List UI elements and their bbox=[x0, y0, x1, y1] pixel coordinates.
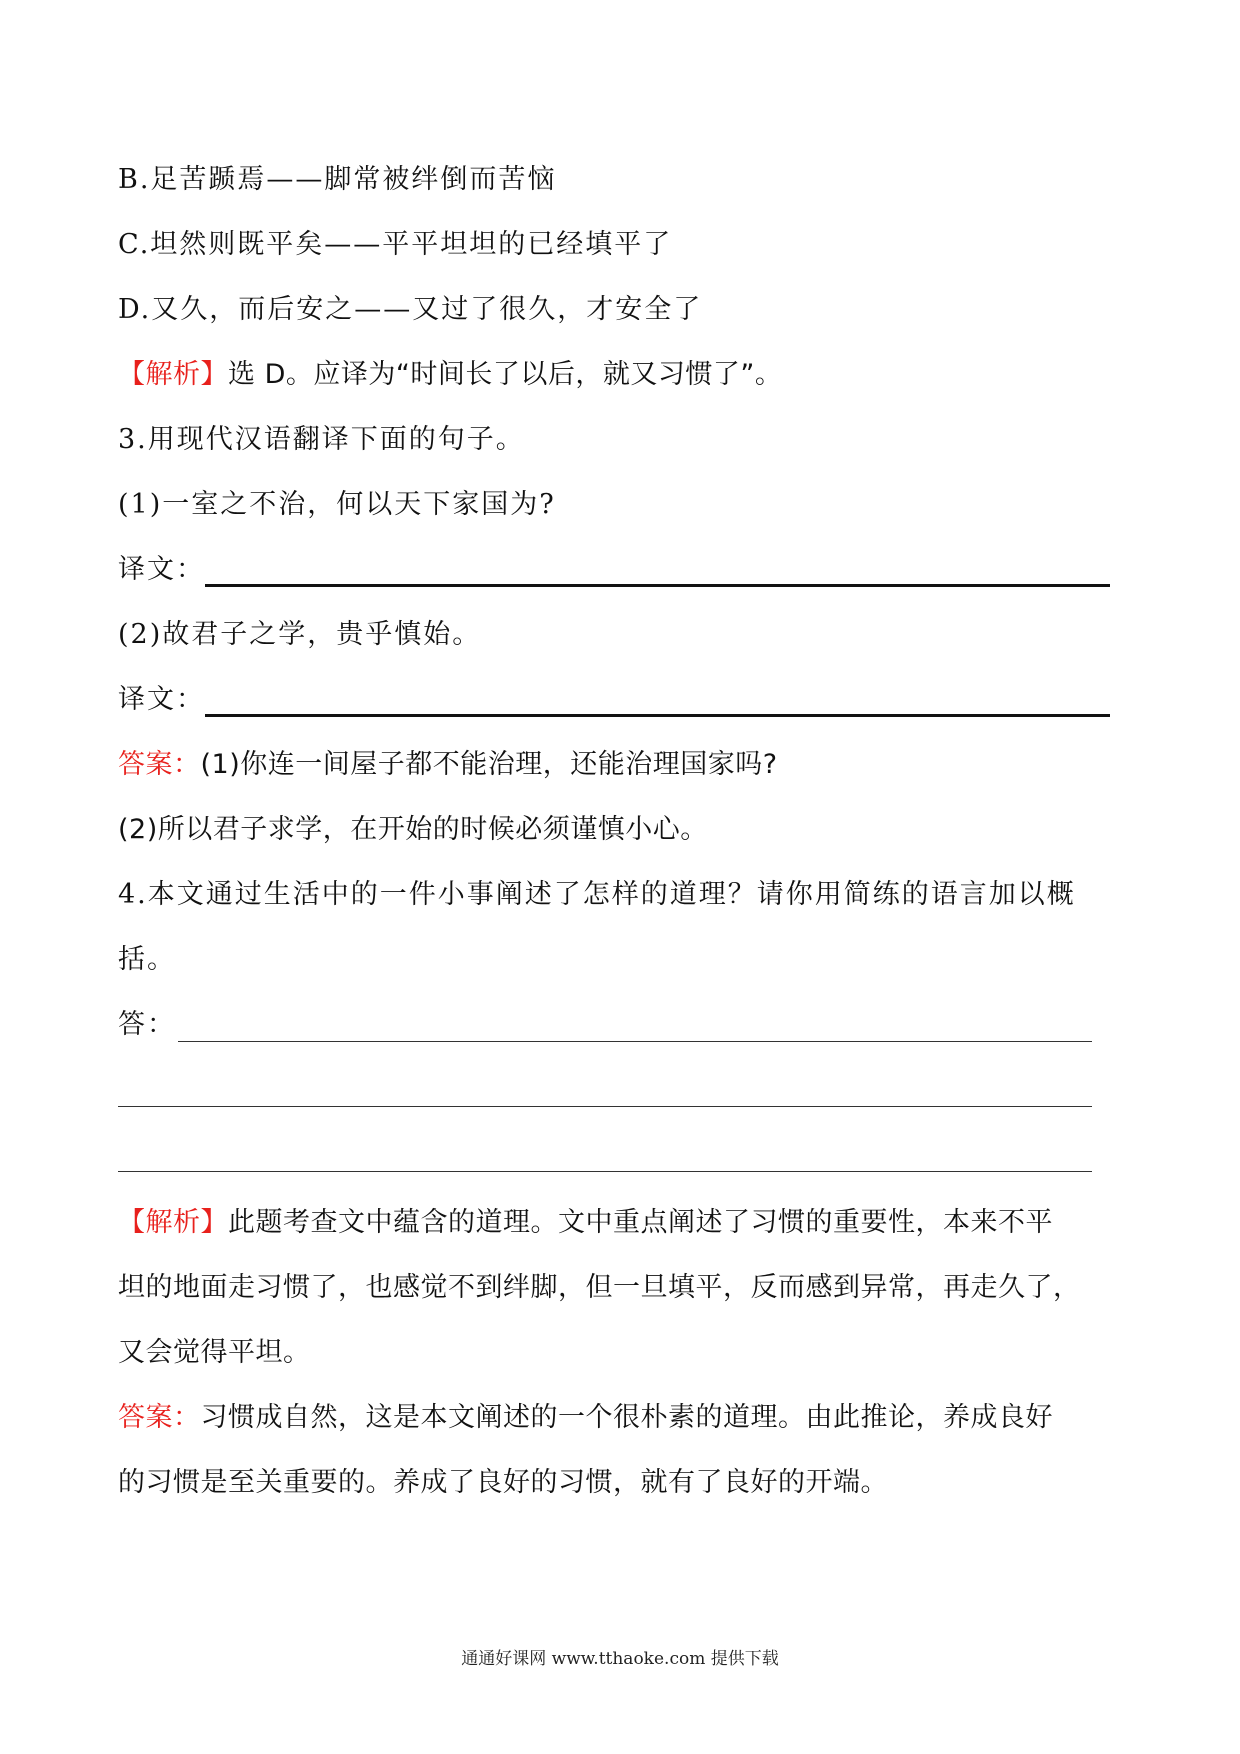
translation-label-1: 译文： bbox=[118, 554, 205, 585]
question-4-line-1: 4.本文通过生活中的一件小事阐述了怎样的道理？请你用简练的语言加以概 bbox=[118, 879, 1076, 910]
translation-label-2: 译文： bbox=[118, 684, 205, 715]
answer-label: 答： bbox=[118, 1009, 176, 1040]
answer-text: 习惯成自然，这是本文阐述的一个很朴素的道理。由此推论，养成良好 bbox=[200, 1402, 1053, 1433]
answer-text: (1)你连一间屋子都不能治理，还能治理国家吗? bbox=[200, 749, 778, 780]
question-3-sentence-2: (2)故君子之学，贵乎慎始。 bbox=[118, 619, 482, 650]
analysis-1 bbox=[118, 361, 782, 388]
analysis-tag: 【解析】 bbox=[118, 1207, 228, 1238]
translation-blank-1[interactable] bbox=[205, 584, 1110, 587]
analysis-4-line-1 bbox=[118, 1209, 1053, 1236]
answer-blank-2[interactable] bbox=[118, 1106, 1092, 1107]
answer-4-line-1 bbox=[118, 1404, 1053, 1431]
option-b: B.足苦踬焉——脚常被绊倒而苦恼 bbox=[118, 164, 557, 195]
answer-blank-1[interactable] bbox=[178, 1041, 1092, 1042]
answer-4-line-2: 的习惯是至关重要的。养成了良好的习惯，就有了良好的开端。 bbox=[118, 1467, 888, 1498]
answer-3-line-1 bbox=[118, 751, 778, 778]
question-3-prompt: 3.用现代汉语翻译下面的句子。 bbox=[118, 424, 525, 455]
analysis-4-line-3: 又会觉得平坦。 bbox=[118, 1337, 311, 1368]
option-d: D.又久，而后安之——又过了很久，才安全了 bbox=[118, 294, 703, 325]
question-4-line-2: 括。 bbox=[118, 944, 176, 975]
page-footer: 通通好课网 www.tthaoke.com 提供下载 bbox=[461, 1649, 779, 1669]
analysis-text: 选 D。应译为“时间长了以后，就又习惯了”。 bbox=[228, 359, 783, 390]
option-c: C.坦然则既平矣——平平坦坦的已经填平了 bbox=[118, 229, 673, 260]
translation-blank-2[interactable] bbox=[205, 714, 1110, 717]
analysis-text: 此题考查文中蕴含的道理。文中重点阐述了习惯的重要性，本来不平 bbox=[228, 1207, 1053, 1238]
question-3-sentence-1: (1)一室之不治，何以天下家国为? bbox=[118, 489, 556, 520]
answer-tag: 答案： bbox=[118, 749, 201, 780]
analysis-tag: 【解析】 bbox=[118, 359, 228, 390]
answer-tag: 答案： bbox=[118, 1402, 201, 1433]
answer-3-line-2: (2)所以君子求学，在开始的时候必须谨慎小心。 bbox=[118, 814, 708, 845]
analysis-4-line-2: 坦的地面走习惯了，也感觉不到绊脚，但一旦填平，反而感到异常，再走久了， bbox=[118, 1272, 1081, 1303]
answer-blank-3[interactable] bbox=[118, 1171, 1092, 1172]
